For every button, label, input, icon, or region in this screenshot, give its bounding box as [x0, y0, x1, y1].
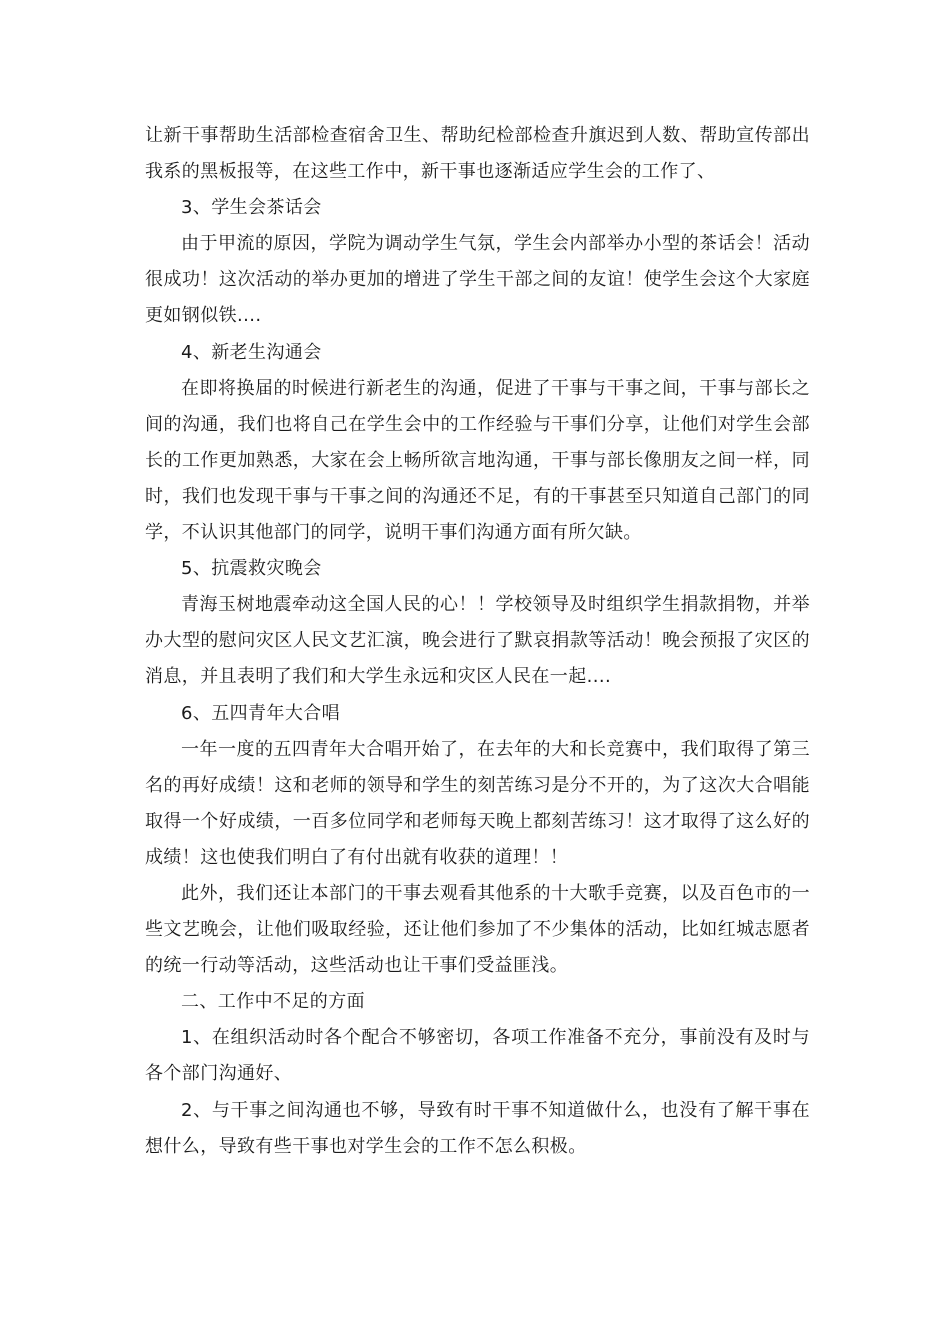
heading-communication-meeting: 4、新老生沟通会 — [181, 341, 322, 363]
paragraph-shortcoming-1: 1、在组织活动时各个配合不够密切，各项工作准备不充分，事前没有及时与各个部门沟通好、 — [145, 1027, 810, 1085]
heading-shortcomings: 二、工作中不足的方面 — [181, 991, 365, 1013]
document-body — [145, 118, 810, 1165]
heading-earthquake-relief-gala: 5、抗震救灾晚会 — [181, 558, 322, 580]
paragraph-earthquake-relief-gala: 青海玉树地震牵动这全国人民的心！！学校领导及时组织学生捐款捐物，并举办大型的慰问灾区人民文艺汇演，晚会进行了默哀捐款等活动！晚会预报了灾区的消息，并且表明了我们和大学生永远和灾区人民在一起.... — [145, 594, 810, 688]
heading-tea-party: 3、学生会茶话会 — [181, 197, 322, 219]
paragraph-youth-chorus: 一年一度的五四青年大合唱开始了，在去年的大和长竞赛中，我们取得了第三名的再好成绩！这和老师的领导和学生的刻苦练习是分不开的，为了这次大合唱能取得一个好成绩，一百多位同学和老师每天晚上都刻苦练习！这才取得了这么好的成绩！这也使我们明白了有付出就有收获的道理！！ — [145, 738, 810, 868]
paragraph-tasks-continued: 让新干事帮助生活部检查宿舍卫生、帮助纪检部检查升旗迟到人数、帮助宣传部出我系的黑板报等，在这些工作中，新干事也逐渐适应学生会的工作了、 — [145, 125, 810, 183]
paragraph-tea-party: 由于甲流的原因，学院为调动学生气氛，学生会内部举办小型的茶话会！活动很成功！这次活动的举办更加的增进了学生干部之间的友谊！使学生会这个大家庭更如钢似铁.... — [145, 233, 810, 327]
heading-youth-chorus: 6、五四青年大合唱 — [181, 702, 341, 724]
paragraph-shortcoming-2: 2、与干事之间沟通也不够，导致有时干事不知道做什么，也没有了解干事在想什么，导致有些干事也对学生会的工作不怎么积极。 — [145, 1099, 810, 1157]
paragraph-other-activities: 此外，我们还让本部门的干事去观看其他系的十大歌手竞赛，以及百色市的一些文艺晚会，让他们吸取经验，还让他们参加了不少集体的活动，比如红城志愿者的统一行动等活动，这些活动也让干事们受益匪浅。 — [145, 882, 810, 977]
paragraph-communication-meeting: 在即将换届的时候进行新老生的沟通，促进了干事与干事之间，干事与部长之间的沟通，我们也将自己在学生会中的工作经验与干事们分享，让他们对学生会部长的工作更加熟悉，大家在会上畅所欲言地沟通，干事与部长像朋友之间一样，同时，我们也发现干事与干事之间的沟通还不足，有的干事甚至只知道自己部门的同学，不认识其他部门的同学，说明干事们沟通方面有所欠缺。 — [145, 377, 810, 544]
